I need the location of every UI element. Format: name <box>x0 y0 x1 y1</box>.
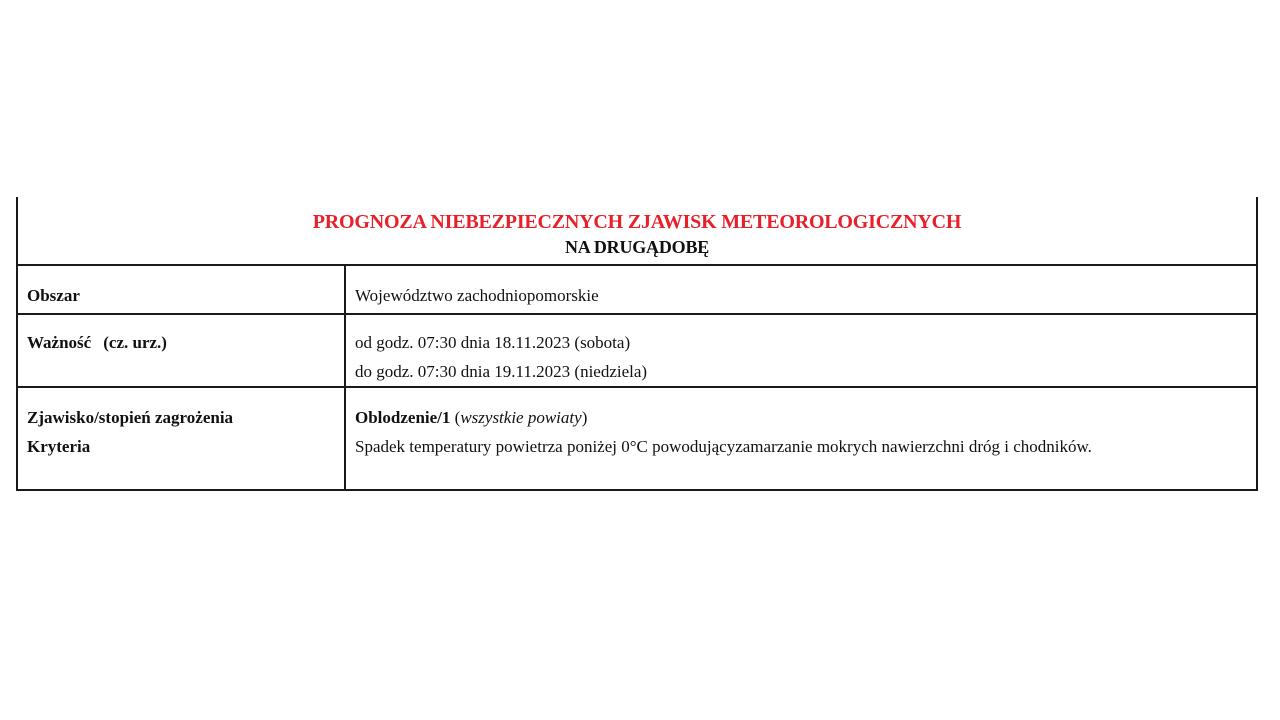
phenomenon-scope: wszystkie powiaty <box>460 408 582 427</box>
phenomenon-name: Oblodzenie/1 <box>355 408 451 427</box>
document-title-block <box>18 197 1256 266</box>
warning-table <box>18 266 1256 489</box>
phenomenon-value-cell <box>345 387 1256 489</box>
phenomenon-scope-close: ) <box>581 408 588 427</box>
criteria-text: Spadek temperatury powietrza poniżej 0°C powodującyzamarzanie mokrych nawierzchni dróg i chodników. <box>355 437 1092 456</box>
validity-to: do godz. 07:30 dnia 19.11.2023 (niedziela) <box>355 362 648 381</box>
validity-from: od godz. 07:30 dnia 18.11.2023 (sobota) <box>355 333 631 352</box>
document-title: PROGNOZA NIEBEZPIECZNYCH ZJAWISK METEOROLOGICZNYCH <box>312 211 962 233</box>
warning-document <box>16 197 1258 491</box>
validity-value-cell <box>345 314 1256 387</box>
phenomenon-label-cell <box>18 387 345 489</box>
validity-label-cell <box>18 314 345 387</box>
table-row-phenomenon <box>18 387 1256 489</box>
phenomenon-scope-open: ( <box>450 408 461 427</box>
validity-label: Ważność <box>27 333 92 352</box>
criteria-label: Kryteria <box>27 437 91 456</box>
phenomenon-heading <box>355 403 1248 432</box>
document-subtitle: NA DRUGĄDOBĘ <box>564 237 710 257</box>
area-label: Obszar <box>18 266 345 314</box>
validity-unit: (cz. urz.) <box>103 333 167 352</box>
area-value: Województwo zachodniopomorskie <box>355 286 599 305</box>
phenomenon-label: Zjawisko/stopień zagrożenia <box>27 408 234 427</box>
table-row-area <box>18 266 1256 314</box>
table-row-validity <box>18 314 1256 387</box>
